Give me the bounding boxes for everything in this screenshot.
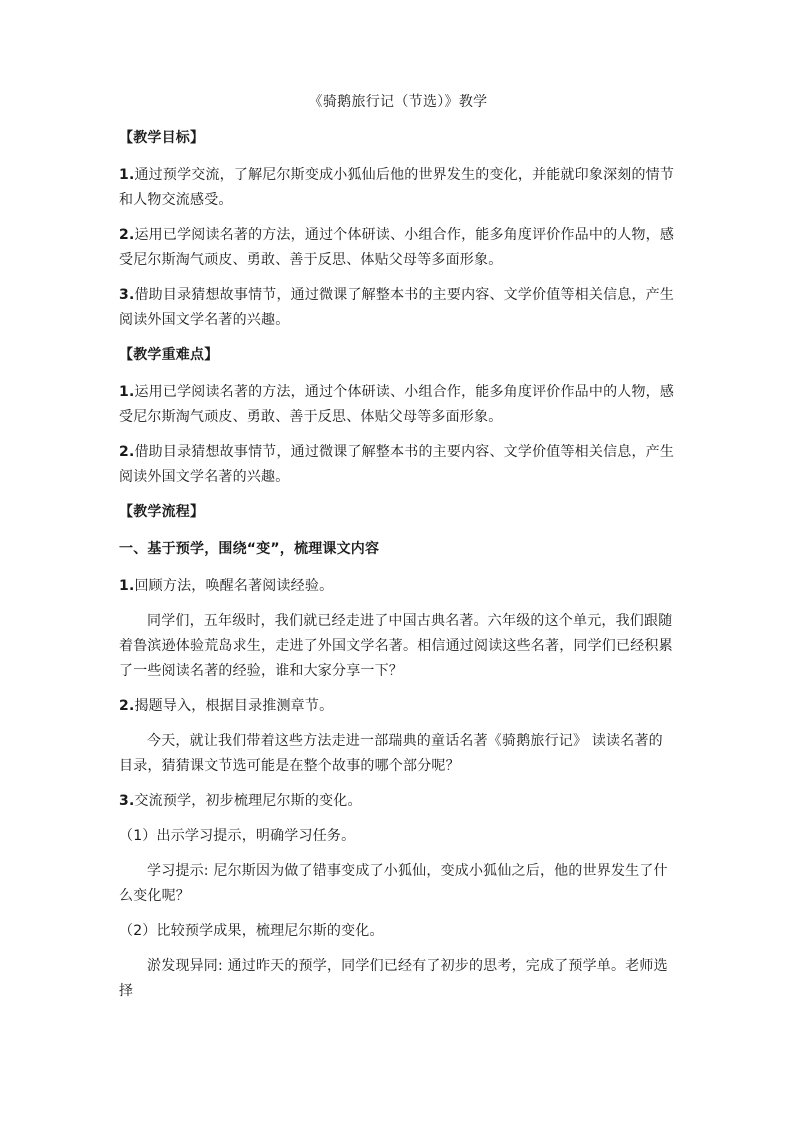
part-one-heading: 一、基于预学，围绕“变”，梳理课文内容 (119, 541, 380, 557)
goals-heading: 【教学目标】 (119, 130, 205, 146)
key-point-number: 1. (119, 384, 135, 400)
process-heading: 【教学流程】 (119, 504, 205, 520)
step-1-title (119, 574, 677, 599)
sub-step-2-body: 淤发现异同: 通过昨天的预学，同学们已经有了初步的思考，完成了预学单。老师选择 (119, 958, 668, 999)
step-2-body: 今天，就让我们带着这些方法走进一部瑞典的童话名著《骑鹅旅行记》 读读名著的目录，猜猜课文节选可能是在整个故事的哪个部分呢？ (119, 733, 663, 774)
step-title-text: 揭题导入，根据目录推测章节。 (134, 698, 334, 714)
step-title-text: 回顾方法，唤醒名著阅读经验。 (134, 578, 334, 594)
document-title: 《骑鹅旅行记（节选）》教学 (308, 94, 488, 110)
goal-number: 3. (119, 287, 135, 303)
step-1-body: 同学们，五年级时，我们就已经走进了中国古典名著。六年级的这个单元，我们跟随着鲁滨逊体验荒岛求生，走进了外国文学名著。相信通过阅读这些名著，同学们已经积累了一些阅读名著的经验，谁和大家分享一下？ (119, 613, 673, 679)
sub-step-1-title: （1）出示学习提示，明确学习任务。 (119, 828, 356, 844)
step-3-title (119, 789, 677, 814)
goal-text: 通过预学交流，了解尼尔斯变成小狐仙后他的世界发生的变化，并能就印象深刻的情节和人物交流感受。 (119, 167, 675, 208)
step-number: 2. (119, 698, 135, 714)
goal-number: 1. (119, 167, 135, 183)
goal-item-3 (119, 283, 677, 333)
document-body (119, 92, 677, 1014)
sub-step-1-body: 学习提示: 尼尔斯因为做了错事变成了小狐仙，变成小狐仙之后，他的世界发生了什么变化呢？ (119, 863, 668, 904)
key-point-text: 借助目录猜想故事情节，通过微课了解整本书的主要内容、文学价值等相关信息，产生阅读外国文学名著的兴趣。 (119, 444, 675, 485)
goal-text: 运用已学阅读名著的方法，通过个体研读、小组合作，能多角度评价作品中的人物，感受尼尔斯淘气顽皮、勇敢、善于反思、体贴父母等多面形象。 (119, 227, 675, 268)
key-point-number: 2. (119, 444, 135, 460)
key-point-text: 运用已学阅读名著的方法，通过个体研读、小组合作，能多角度评价作品中的人物，感受尼尔斯淘气顽皮、勇敢、善于反思、体贴父母等多面形象。 (119, 384, 675, 425)
goal-text: 借助目录猜想故事情节，通过微课了解整本书的主要内容、文学价值等相关信息，产生阅读外国文学名著的兴趣。 (119, 287, 675, 328)
step-title-text: 交流预学，初步梳理尼尔斯的变化。 (134, 793, 362, 809)
goal-item-2 (119, 223, 677, 273)
key-point-item-1 (119, 380, 677, 430)
sub-step-2-title: （2）比较预学成果，梳理尼尔斯的变化。 (119, 923, 384, 939)
step-number: 1. (119, 578, 135, 594)
step-number: 3. (119, 793, 135, 809)
goal-number: 2. (119, 227, 135, 243)
goal-item-1 (119, 163, 677, 213)
step-2-title (119, 694, 677, 719)
key-point-item-2 (119, 440, 677, 490)
key-points-heading: 【教学重难点】 (119, 347, 219, 363)
